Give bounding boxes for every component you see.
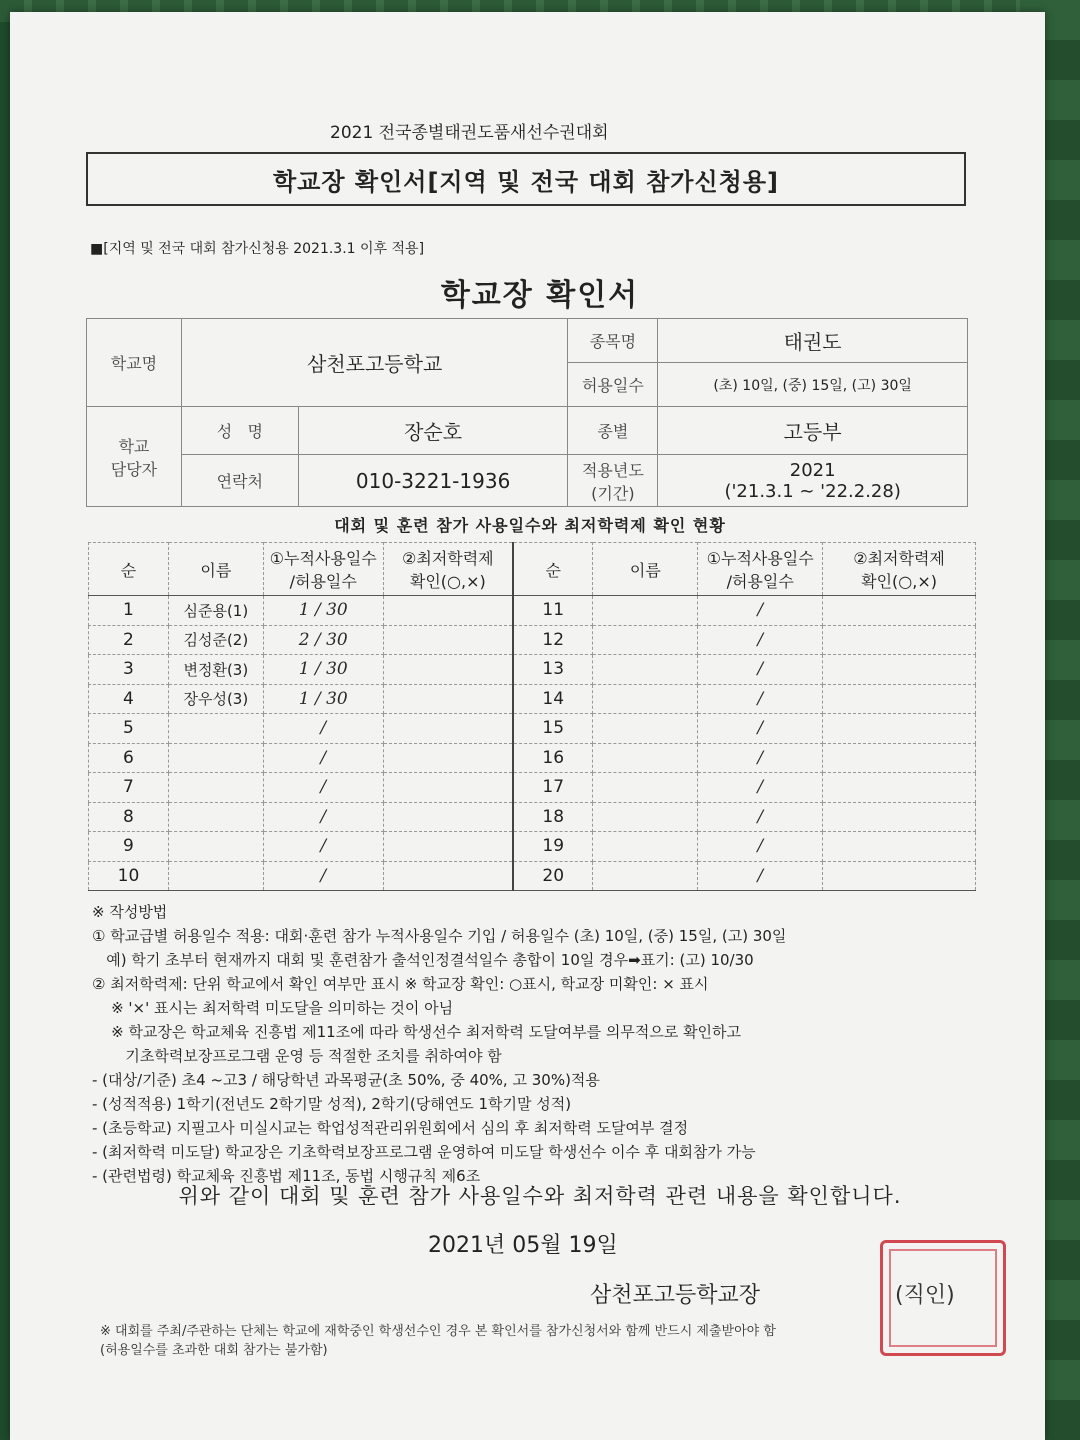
header-min-line2: 확인(○,×)	[409, 572, 486, 591]
row-number: 10	[89, 861, 169, 891]
note-line: - (최저학력 미도달) 학교장은 기초학력보장프로그램 운영하여 미도달 학생선수 이수 후 대회참가 가능	[92, 1143, 756, 1161]
school-name: 삼천포고등학교	[181, 319, 568, 407]
student-name	[593, 684, 698, 714]
usage-days: /	[698, 743, 823, 773]
year-label-line1: 적용년도	[581, 460, 644, 480]
min-achievement-check	[383, 773, 513, 803]
note-line: ※ 작성방법	[92, 903, 168, 921]
usage-days: /	[698, 773, 823, 803]
footnote	[100, 1322, 980, 1360]
name-label: 성 명	[181, 407, 298, 455]
usage-days: /	[698, 596, 823, 626]
note-line: 예) 학기 초부터 현재까지 대회 및 훈련참가 출석인정결석일수 총합이 10일 경우➡표기: (고) 10/30	[92, 951, 754, 969]
usage-days: /	[263, 861, 383, 891]
row-number: 1	[89, 596, 169, 626]
row-number: 18	[513, 802, 593, 832]
min-achievement-check	[823, 832, 976, 862]
row-number: 4	[89, 684, 169, 714]
allowed-days-value: (초) 10일, (중) 15일, (고) 30일	[658, 363, 968, 407]
student-name	[168, 743, 263, 773]
seal-label: (직인)	[895, 1283, 955, 1308]
row-number: 9	[89, 832, 169, 862]
year-label	[568, 455, 658, 507]
usage-days: 1 / 30	[263, 596, 383, 626]
year-value-period: ('21.3.1 ~ '22.2.28)	[724, 480, 901, 502]
division-label: 종별	[568, 407, 658, 455]
student-name	[593, 625, 698, 655]
min-achievement-check	[383, 743, 513, 773]
usage-days: /	[698, 714, 823, 744]
manager-label	[87, 407, 182, 507]
table-row	[89, 655, 976, 685]
min-achievement-check	[823, 773, 976, 803]
table-row	[89, 773, 976, 803]
footnote-line1: ※ 대회를 주최/주관하는 단체는 학교에 재학중인 학생선수인 경우 본 확인서를 참가신청서와 함께 반드시 제출받아야 함	[100, 1324, 776, 1339]
note-line: - (성적적용) 1학기(전년도 2학기말 성적), 2학기(당해연도 1학기말 성적)	[92, 1095, 572, 1113]
usage-days: /	[263, 832, 383, 862]
usage-days: 1 / 30	[263, 655, 383, 685]
division-value: 고등부	[658, 407, 968, 455]
note-line: ※ 학교장은 학교체육 진흥법 제11조에 따라 학생선수 최저학력 도달여부를 의무적으로 확인하고	[92, 1023, 742, 1041]
row-number: 7	[89, 773, 169, 803]
manager-label-line2: 담당자	[110, 459, 158, 479]
header-name-right: 이름	[593, 543, 698, 596]
contact-value: 010-3221-1936	[298, 455, 568, 507]
note-line: ② 최저학력제: 단위 학교에서 확인 여부만 표시 ※ 학교장 확인: ○표시, 학교장 미확인: × 표시	[92, 975, 709, 993]
student-name	[168, 832, 263, 862]
header-name-left: 이름	[168, 543, 263, 596]
min-achievement-check	[823, 655, 976, 685]
section-title: 대회 및 훈련 참가 사용일수와 최저학력제 확인 현황	[334, 516, 726, 535]
min-achievement-check	[383, 832, 513, 862]
min-achievement-check	[383, 596, 513, 626]
header-usage-left	[263, 543, 383, 596]
issue-date: 2021년 05월 19일	[428, 1233, 618, 1258]
row-number: 20	[513, 861, 593, 891]
note-line: ① 학교급별 허용일수 적용: 대회·훈련 참가 누적사용일수 기입 / 허용일수 (초) 10일, (중) 15일, (고) 30일	[92, 927, 787, 945]
min-achievement-check	[823, 743, 976, 773]
min-achievement-check	[383, 802, 513, 832]
student-name	[168, 773, 263, 803]
note-line: 기초학력보장프로그램 운영 등 적절한 조치를 취하여야 함	[92, 1047, 502, 1065]
row-number: 8	[89, 802, 169, 832]
min-achievement-check	[823, 596, 976, 626]
row-number: 19	[513, 832, 593, 862]
usage-days: /	[263, 743, 383, 773]
notes-section	[92, 900, 982, 1188]
usage-days: /	[263, 714, 383, 744]
participation-table	[88, 542, 976, 891]
min-achievement-check	[383, 714, 513, 744]
min-achievement-check	[823, 625, 976, 655]
usage-days: /	[698, 832, 823, 862]
table-row	[89, 832, 976, 862]
table-row	[89, 684, 976, 714]
header-usage-line2: /허용일수	[726, 572, 794, 591]
usage-days: /	[698, 655, 823, 685]
min-achievement-check	[823, 802, 976, 832]
usage-days: /	[263, 802, 383, 832]
row-number: 11	[513, 596, 593, 626]
header-usage-line2: /허용일수	[289, 572, 357, 591]
student-name	[593, 802, 698, 832]
min-achievement-check	[383, 861, 513, 891]
student-name: 장우성(3)	[168, 684, 263, 714]
row-number: 5	[89, 714, 169, 744]
header-min-line2: 확인(○,×)	[861, 572, 937, 591]
student-name	[593, 743, 698, 773]
footnote-line2: (허용일수를 초과한 대회 참가는 불가함)	[100, 1343, 328, 1358]
event-title: 2021 전국종별태권도품새선수권대회	[330, 123, 609, 143]
school-info-table	[86, 318, 968, 507]
student-name	[168, 802, 263, 832]
usage-days: /	[698, 684, 823, 714]
contact-label: 연락처	[181, 455, 298, 507]
allowed-days-label: 허용일수	[568, 363, 658, 407]
sport-value: 태권도	[658, 319, 968, 363]
usage-days: /	[698, 625, 823, 655]
usage-days: 2 / 30	[263, 625, 383, 655]
usage-days: 1 / 30	[263, 684, 383, 714]
header-usage-line1: ①누적사용일수	[706, 549, 814, 568]
note-line: - (관련법령) 학교체육 진흥법 제11조, 동법 시행규칙 제6조	[92, 1167, 481, 1185]
table-row	[89, 802, 976, 832]
header-no-right: 순	[513, 543, 593, 596]
manager-label-line1: 학교	[118, 436, 150, 456]
row-number: 17	[513, 773, 593, 803]
student-name	[168, 714, 263, 744]
table-row	[89, 596, 976, 626]
sport-label: 종목명	[568, 319, 658, 363]
student-name	[593, 832, 698, 862]
student-name: 심준용(1)	[168, 596, 263, 626]
year-value	[658, 455, 968, 507]
table-row	[89, 743, 976, 773]
header-min-right	[823, 543, 976, 596]
header-usage-right	[698, 543, 823, 596]
applicability-note: ■[지역 및 전국 대회 참가신청용 2021.3.1 이후 적용]	[90, 241, 425, 257]
row-number: 2	[89, 625, 169, 655]
min-achievement-check	[383, 625, 513, 655]
student-name	[593, 773, 698, 803]
school-label: 학교명	[87, 319, 182, 407]
table-row	[89, 714, 976, 744]
min-achievement-check	[823, 714, 976, 744]
student-name	[593, 861, 698, 891]
row-number: 3	[89, 655, 169, 685]
student-name: 김성준(2)	[168, 625, 263, 655]
header-min-left	[383, 543, 513, 596]
student-name	[593, 596, 698, 626]
table-row	[89, 625, 976, 655]
student-name: 변정환(3)	[168, 655, 263, 685]
row-number: 14	[513, 684, 593, 714]
row-number: 12	[513, 625, 593, 655]
usage-days: /	[263, 773, 383, 803]
min-achievement-check	[823, 861, 976, 891]
row-number: 6	[89, 743, 169, 773]
note-line: ※ '×' 표시는 최저학력 미도달을 의미하는 것이 아님	[92, 999, 454, 1017]
note-line: - (초등학교) 지필고사 미실시교는 학업성적관리위원회에서 심의 후 최저학력 도달여부 결정	[92, 1119, 689, 1137]
usage-days: /	[698, 802, 823, 832]
min-achievement-check	[823, 684, 976, 714]
header-usage-line1: ①누적사용일수	[269, 549, 377, 568]
header-no-left: 순	[89, 543, 169, 596]
year-label-line2: (기간)	[591, 483, 635, 503]
min-achievement-check	[383, 684, 513, 714]
header-min-line1: ②최저학력제	[853, 549, 945, 568]
row-number: 16	[513, 743, 593, 773]
manager-name: 장순호	[298, 407, 568, 455]
principal-name: 삼천포고등학교장	[590, 1283, 761, 1308]
note-line: - (대상/기준) 초4 ~고3 / 해당학년 과목평균(초 50%, 중 40%, 고 30%)적용	[92, 1071, 600, 1089]
main-title: 학교장 확인서	[440, 278, 640, 313]
row-number: 15	[513, 714, 593, 744]
header-min-line1: ②최저학력제	[402, 549, 494, 568]
table-row	[89, 861, 976, 891]
year-value-year: 2021	[789, 459, 836, 481]
row-number: 13	[513, 655, 593, 685]
student-name	[593, 714, 698, 744]
usage-days: /	[698, 861, 823, 891]
min-achievement-check	[383, 655, 513, 685]
document-box-title: 학교장 확인서[지역 및 전국 대회 참가신청용]	[86, 152, 966, 206]
confirmation-statement: 위와 같이 대회 및 훈련 참가 사용일수와 최저학력 관련 내용을 확인합니다.	[178, 1184, 902, 1208]
student-name	[168, 861, 263, 891]
student-name	[593, 655, 698, 685]
